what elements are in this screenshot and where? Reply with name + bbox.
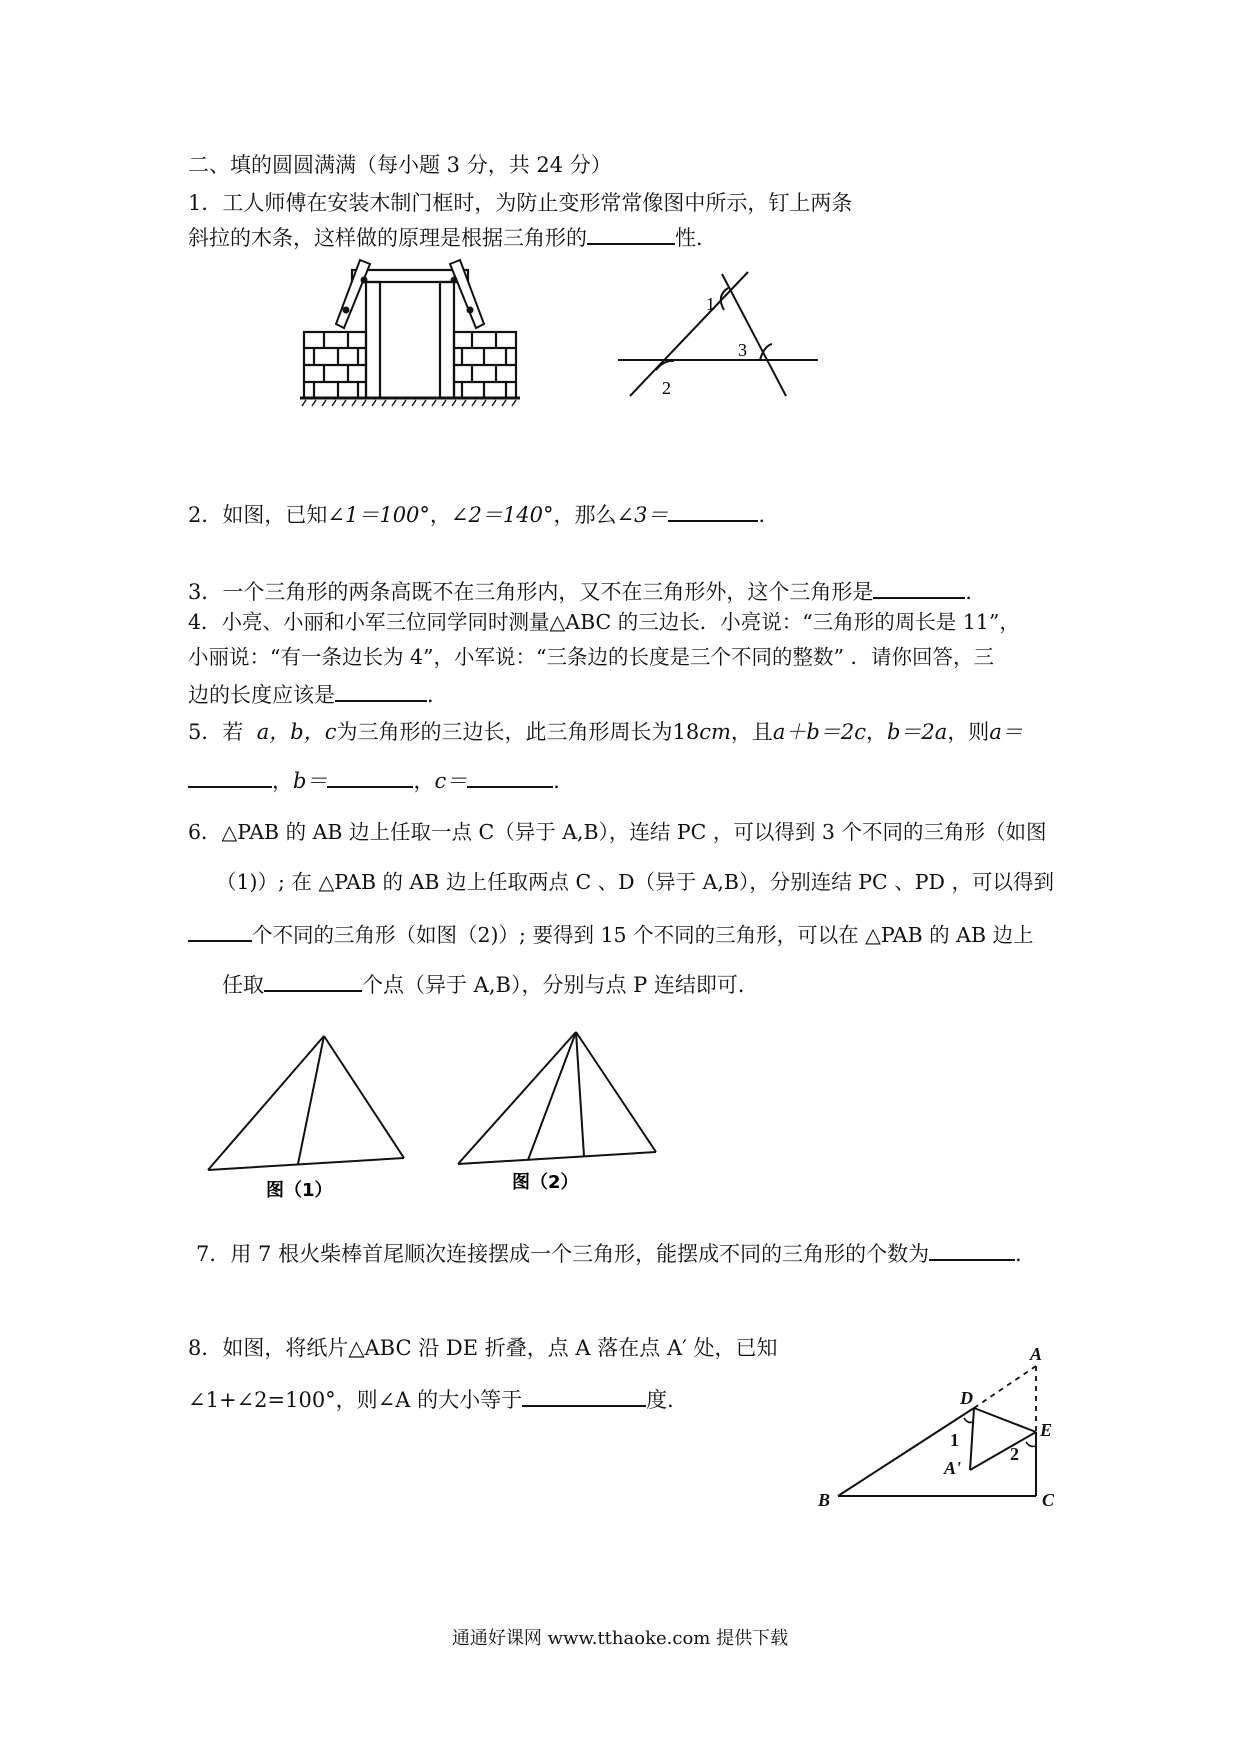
q5-c-blank[interactable] xyxy=(467,768,553,788)
q5-a-eq: a＝ xyxy=(989,720,1023,744)
angle-label-1: 1 xyxy=(706,294,715,314)
q5-eq2: b＝2a xyxy=(886,720,948,744)
fold-label-E: E xyxy=(1040,1420,1053,1440)
q2-sep: ， xyxy=(429,503,451,527)
q6-answer-blank1[interactable] xyxy=(188,922,252,942)
section-title: 二、填的圆圆满满（每小题 3 分，共 24 分） xyxy=(188,153,612,177)
fold-label-1: 1 xyxy=(950,1430,959,1450)
q4-line1: 4．小亮、小丽和小军三位同学同时测量△ABC 的三边长．小亮说：“三角形的周长是 11”， xyxy=(188,610,1020,634)
q5-comma2: ， xyxy=(413,769,435,793)
q6-line4-pre: 任取 xyxy=(222,973,264,997)
q4-line3 xyxy=(188,682,448,706)
q4-answer-blank[interactable] xyxy=(335,682,427,702)
q6-line2: （1)）; 在 △PAB 的 AB 边上任取两点 C 、D（异于 A,B），分别连结 PC 、PD ，可以得到 xyxy=(216,870,1055,894)
q8-line2-pre: ∠1+∠2=100°，则∠A 的大小等于 xyxy=(188,1388,523,1412)
q4-line3-post: ． xyxy=(427,683,448,707)
q8-answer-blank[interactable] xyxy=(522,1387,646,1407)
door-frame-figure xyxy=(300,258,520,408)
fold-label-A: A xyxy=(1030,1344,1043,1364)
q6-line3-post: 个不同的三角形（如图（2)）; 要得到 15 个不同的三角形，可以在 △PAB 的 AB 边上 xyxy=(252,923,1034,947)
q2-mid: ，那么 xyxy=(553,503,617,527)
q1-line2-pre: 斜拉的木条，这样做的原理是根据三角形的 xyxy=(188,226,587,250)
q1-answer-blank[interactable] xyxy=(587,225,675,245)
q3-pre: 3．一个三角形的两条高既不在三角形内，又不在三角形外，这个三角形是 xyxy=(188,580,874,604)
q8-line2-post: 度． xyxy=(646,1388,689,1412)
q1-line2 xyxy=(188,225,717,249)
q5-then: ，则 xyxy=(947,720,990,744)
q8-line1: 8．如图，将纸片△ABC 沿 DE 折叠，点 A 落在点 A′ 处，已知 xyxy=(188,1336,778,1360)
q5-a-blank[interactable] xyxy=(188,768,272,788)
q5-b-eq: b＝ xyxy=(293,769,328,793)
q5-vars: a，b，c xyxy=(256,720,337,744)
q7-pre: 7．用 7 根火柴棒首尾顺次连接摆成一个三角形，能摆成不同的三角形的个数为 xyxy=(196,1242,930,1266)
triangle-figure-1 xyxy=(200,1032,410,1202)
fold-label-C: C xyxy=(1042,1490,1055,1510)
q2-angle1: ∠1＝100° xyxy=(327,503,430,527)
q6-answer-blank2[interactable] xyxy=(264,972,362,992)
q5-comma1: ， xyxy=(272,769,293,793)
angle-label-2: 2 xyxy=(662,378,671,398)
fig2-label: 图（2） xyxy=(512,1172,579,1193)
q5-c-eq: c＝ xyxy=(434,769,468,793)
angle-label-3: 3 xyxy=(738,340,747,360)
fold-label-A-prime: A' xyxy=(944,1458,962,1478)
q7-answer-blank[interactable] xyxy=(929,1241,1015,1261)
q4-line3-pre: 边的长度应该是 xyxy=(188,683,335,707)
fold-label-D: D xyxy=(960,1388,973,1408)
q6-line1: 6．△PAB 的 AB 边上任取一点 C（异于 A,B），连结 PC ，可以得到 3 个不同的三角形（如图 xyxy=(188,820,1047,844)
q3-line xyxy=(188,579,986,603)
q5-line2 xyxy=(188,768,574,792)
q2-line xyxy=(188,502,779,526)
q5-eq1: a＋b＝2c xyxy=(772,720,866,744)
q7-line xyxy=(196,1241,1036,1265)
q2-post: ． xyxy=(758,503,780,527)
q4-line2: 小丽说：“有一条边长为 4”，小军说：“三条边的长度是三个不同的整数” ．请你回答，三 xyxy=(188,645,994,669)
q5-num: 5．若 xyxy=(188,720,244,744)
q2-angle3: ∠3＝ xyxy=(616,503,669,527)
q1-line1: 1．工人师傅在安装木制门框时，为防止变形常常像图中所示，钉上两条 xyxy=(188,191,853,215)
q6-line3 xyxy=(188,922,1034,946)
fold-label-B: B xyxy=(818,1490,831,1510)
q5-sep: ， xyxy=(865,720,887,744)
q8-line2 xyxy=(188,1387,688,1411)
q2-pre: 2．如图，已知 xyxy=(188,503,328,527)
q3-post: ． xyxy=(965,580,987,604)
fold-figure xyxy=(810,1320,1070,1520)
q1-line2-post: 性． xyxy=(675,226,717,250)
footer-source: 通通好课网 www.tthaoke.com 提供下载 xyxy=(451,1628,789,1649)
q6-line4-post: 个点（异于 A,B），分别与点 P 连结即可． xyxy=(362,973,759,997)
q5-b-blank[interactable] xyxy=(327,768,413,788)
q2-angle2: ∠2＝140° xyxy=(450,503,554,527)
q6-line4 xyxy=(222,972,759,996)
q3-answer-blank[interactable] xyxy=(873,579,965,599)
q5-cond: ，且 xyxy=(730,720,773,744)
q5-unit: cm xyxy=(699,720,731,744)
q7-post: ． xyxy=(1015,1242,1037,1266)
angles-figure xyxy=(610,268,825,403)
triangle-figure-2 xyxy=(452,1028,672,1198)
fold-label-2: 2 xyxy=(1010,1444,1019,1464)
fig1-label: 图（1） xyxy=(266,1180,333,1201)
q5-end: ． xyxy=(553,769,575,793)
q2-answer-blank[interactable] xyxy=(668,502,758,522)
q5-mid: 为三角形的三边长，此三角形周长为18 xyxy=(336,720,700,744)
q5-line1 xyxy=(188,722,1023,743)
